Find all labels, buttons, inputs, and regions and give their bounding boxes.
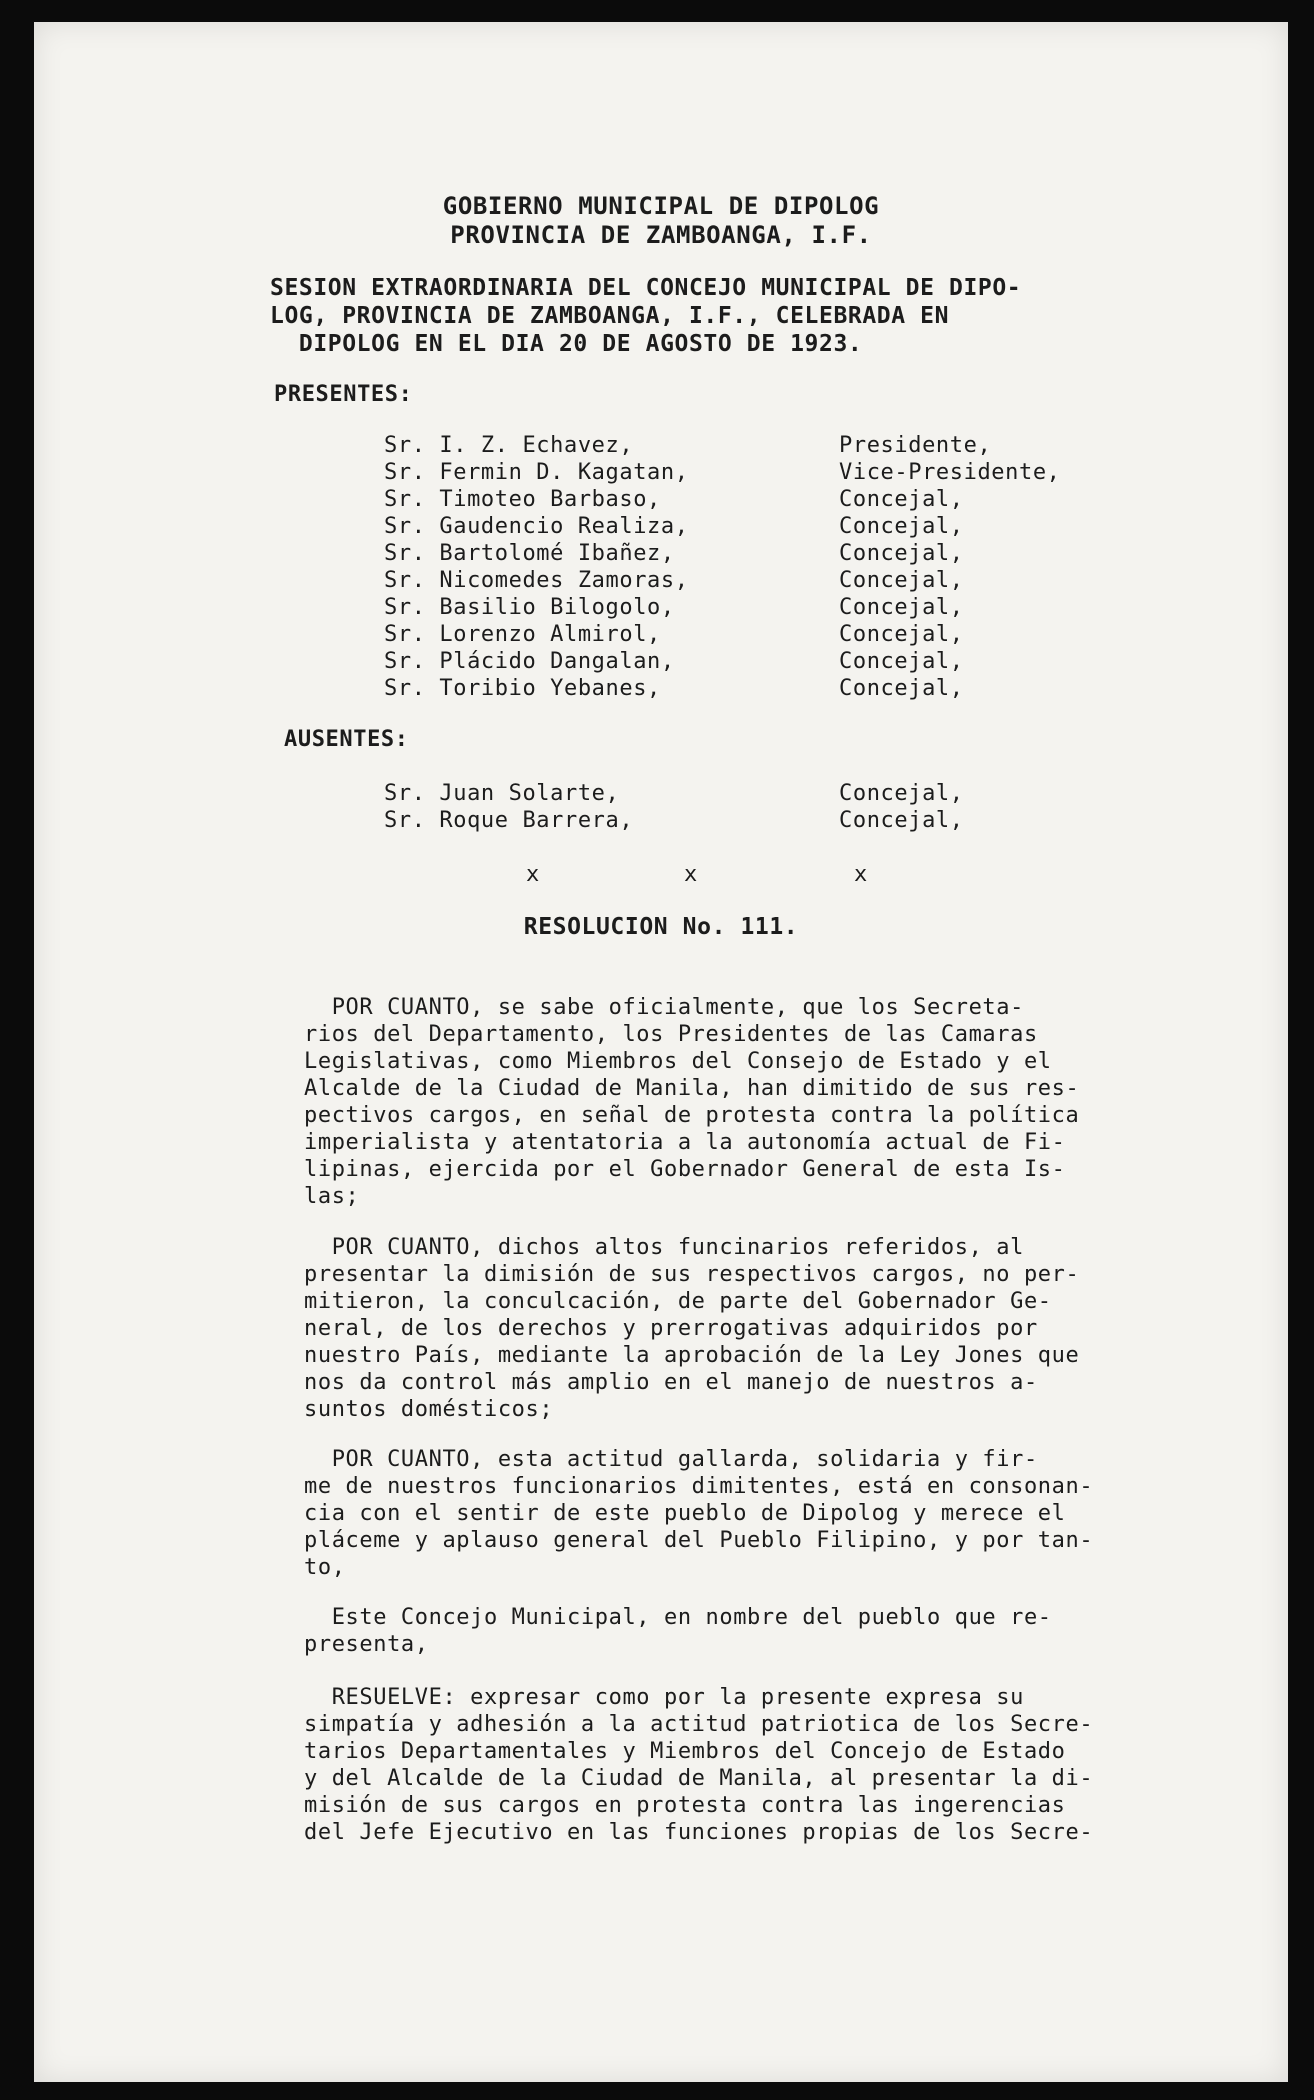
member-name: Sr. Nicomedes Zamoras,: [384, 568, 689, 593]
text-line: presenta,: [304, 1632, 429, 1657]
member-row: [384, 780, 1164, 807]
presentes-list: [384, 432, 1164, 702]
ausentes-list: [384, 780, 1164, 834]
member-row: [384, 621, 1164, 648]
member-role: Concejal,: [839, 568, 964, 593]
member-name: Sr. Basilio Bilogolo,: [384, 595, 675, 620]
ausentes-label: AUSENTES:: [284, 727, 409, 752]
session-line: SESION EXTRAORDINARIA DEL CONCEJO MUNICIPAL DE DIPO-: [270, 275, 1022, 301]
member-role: Presidente,: [839, 433, 992, 458]
paragraph-por-cuanto-2: [304, 1234, 1194, 1423]
text-line: me de nuestros funcionarios dimitentes, está en consonan-: [304, 1474, 1094, 1499]
text-line: lipinas, ejercida por el Gobernador General de esta Is-: [304, 1157, 1066, 1182]
text-line: nos da control más amplio en el manejo de nuestros a-: [304, 1370, 1038, 1395]
session-line: DIPOLOG EN EL DIA 20 DE AGOSTO DE 1923.: [270, 331, 863, 357]
header-line-1: GOBIERNO MUNICIPAL DE DIPOLOG: [442, 192, 880, 220]
member-row: [384, 486, 1164, 513]
document-page: [34, 22, 1288, 2082]
text-line: POR CUANTO, dichos altos funcinarios referidos, al: [304, 1235, 1024, 1260]
text-line: imperialista y atentatoria a la autonomía actual de Fi-: [304, 1130, 1066, 1155]
member-name: Sr. Toribio Yebanes,: [384, 676, 661, 701]
text-line: Alcalde de la Ciudad de Manila, han dimitido de sus res-: [304, 1076, 1080, 1101]
session-heading: [270, 274, 1130, 358]
paragraph-por-cuanto-3: [304, 1446, 1194, 1581]
text-line: presentar la dimisión de sus respectivos cargos, no per-: [304, 1262, 1080, 1287]
member-name: Sr. Juan Solarte,: [384, 781, 620, 806]
separator-mark: x: [526, 862, 540, 887]
member-row: [384, 459, 1164, 486]
paragraph-concejo: [304, 1604, 1194, 1658]
text-line: tarios Departamentales y Miembros del Concejo de Estado: [304, 1739, 1066, 1764]
separator-mark: x: [854, 862, 868, 887]
member-row: [384, 540, 1164, 567]
member-role: Concejal,: [839, 514, 964, 539]
typewritten-document: [34, 22, 1288, 2082]
text-line: y del Alcalde de la Ciudad de Manila, al presentar la di-: [304, 1766, 1094, 1791]
member-row: [384, 807, 1164, 834]
member-role: Concejal,: [839, 676, 964, 701]
text-line: las;: [304, 1184, 360, 1209]
member-role: Vice-Presidente,: [839, 460, 1061, 485]
text-line: pláceme y aplauso general del Pueblo Filipino, y por tan-: [304, 1528, 1094, 1553]
member-row: [384, 432, 1164, 459]
text-line: del Jefe Ejecutivo en las funciones propias de los Secre-: [304, 1820, 1094, 1845]
member-role: Concejal,: [839, 781, 964, 806]
member-name: Sr. Lorenzo Almirol,: [384, 622, 661, 647]
presentes-label: PRESENTES:: [274, 382, 413, 407]
member-role: Concejal,: [839, 649, 964, 674]
member-role: Concejal,: [839, 595, 964, 620]
member-row: [384, 648, 1164, 675]
member-name: Sr. Timoteo Barbaso,: [384, 487, 661, 512]
member-name: Sr. Fermin D. Kagatan,: [384, 460, 689, 485]
text-line: suntos domésticos;: [304, 1397, 554, 1422]
text-line: simpatía y adhesión a la actitud patriotica de los Secre-: [304, 1712, 1094, 1737]
member-role: Concejal,: [839, 622, 964, 647]
paragraph-resuelve: [304, 1684, 1194, 1846]
separator-mark: x: [684, 862, 698, 887]
member-row: [384, 567, 1164, 594]
member-name: Sr. Bartolomé Ibañez,: [384, 541, 675, 566]
text-line: POR CUANTO, esta actitud gallarda, solidaria y fir-: [304, 1447, 1038, 1472]
text-line: pectivos cargos, en señal de protesta contra la política: [304, 1103, 1080, 1128]
resolution-title: RESOLUCION No. 111.: [523, 914, 799, 940]
text-line: neral, de los derechos y prerrogativas adquiridos por: [304, 1316, 1038, 1341]
member-role: Concejal,: [839, 487, 964, 512]
member-name: Sr. Gaudencio Realiza,: [384, 514, 689, 539]
member-row: [384, 675, 1164, 702]
text-line: mitieron, la conculcación, de parte del Gobernador Ge-: [304, 1289, 1052, 1314]
text-line: to,: [304, 1555, 346, 1580]
member-name: Sr. Roque Barrera,: [384, 808, 634, 833]
text-line: Legislativas, como Miembros del Consejo de Estado y el: [304, 1049, 1052, 1074]
member-name: Sr. Plácido Dangalan,: [384, 649, 675, 674]
member-name: Sr. I. Z. Echavez,: [384, 433, 634, 458]
text-line: cia con el sentir de este pueblo de Dipolog y merece el: [304, 1501, 1066, 1526]
text-line: POR CUANTO, se sabe oficialmente, que los Secreta-: [304, 995, 1024, 1020]
member-row: [384, 594, 1164, 621]
text-line: rios del Departamento, los Presidentes de las Camaras: [304, 1022, 1038, 1047]
member-row: [384, 513, 1164, 540]
text-line: RESUELVE: expresar como por la presente expresa su: [304, 1685, 1024, 1710]
session-line: LOG, PROVINCIA DE ZAMBOANGA, I.F., CELEBRADA EN: [270, 303, 950, 329]
text-line: misión de sus cargos en protesta contra las ingerencias: [304, 1793, 1066, 1818]
text-line: Este Concejo Municipal, en nombre del pueblo que re-: [304, 1605, 1052, 1630]
text-line: nuestro País, mediante la aprobación de la Ley Jones que: [304, 1343, 1080, 1368]
header-line-2: PROVINCIA DE ZAMBOANGA, I.F.: [450, 221, 872, 249]
member-role: Concejal,: [839, 808, 964, 833]
paragraph-por-cuanto-1: [304, 994, 1194, 1210]
member-role: Concejal,: [839, 541, 964, 566]
